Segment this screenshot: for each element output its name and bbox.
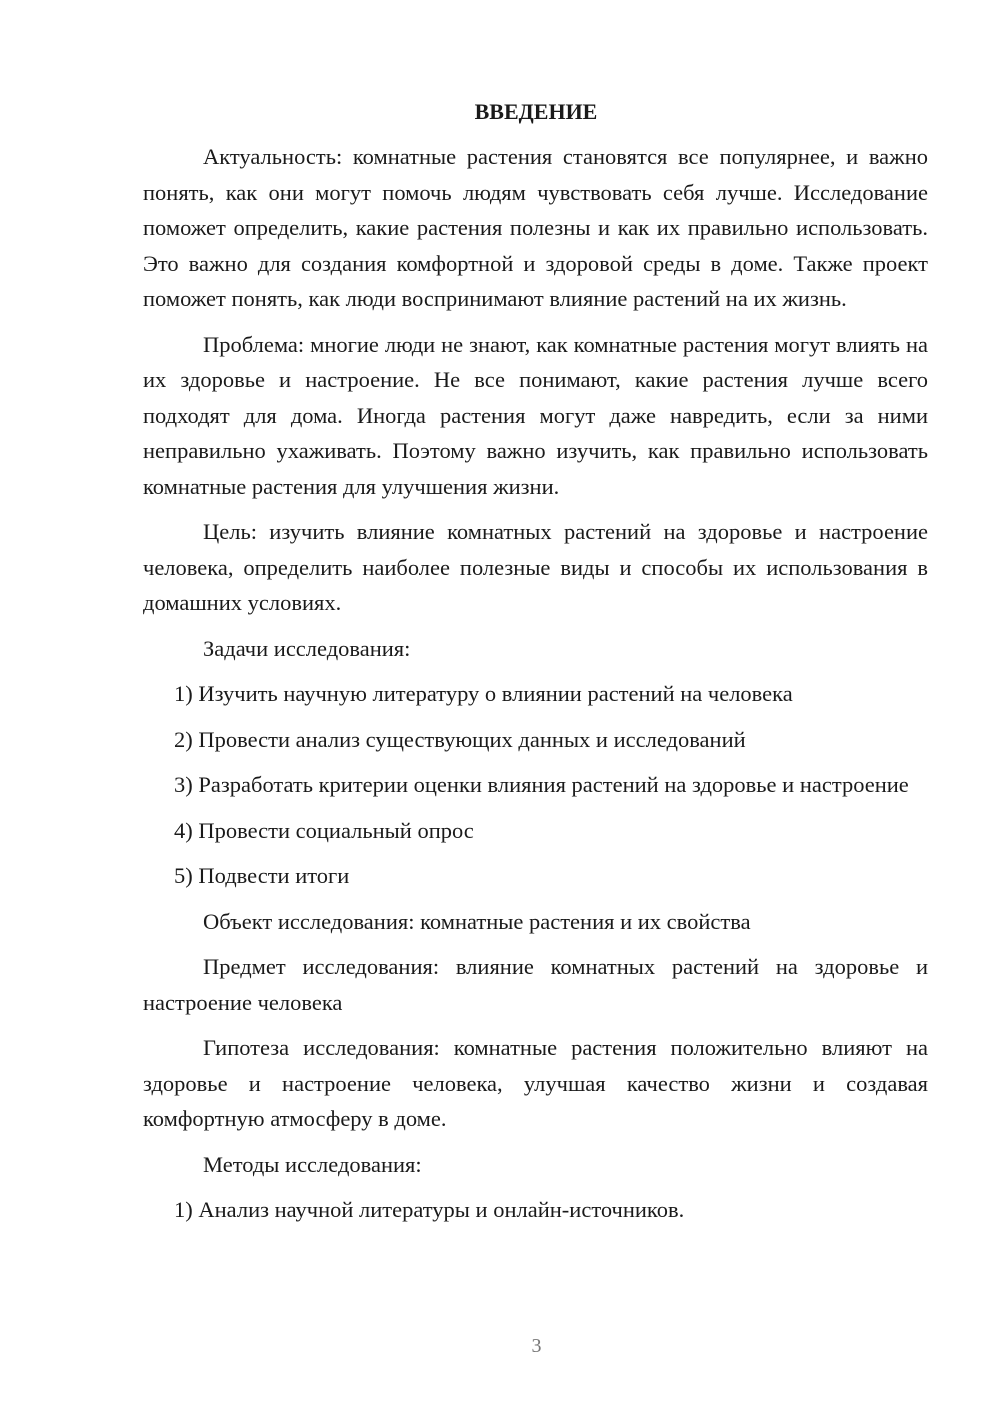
object-paragraph: Объект исследования: комнатные растения и их свойства	[203, 908, 751, 934]
methods-heading: Методы исследования:	[203, 1151, 422, 1177]
goal-paragraph: Цель: изучить влияние комнатных растений на здоровье и настроение человека, определить наиболее полезные виды и способы их использования в домашних условиях.	[143, 519, 928, 615]
page-number: 3	[531, 1335, 542, 1357]
subject-paragraph: Предмет исследования: влияние комнатных растений на здоровье и настроение человека	[143, 954, 928, 1015]
task-item-5: 5) Подвести итоги	[174, 863, 350, 888]
document-page	[143, 94, 928, 1238]
relevance-paragraph: Актуальность: комнатные растения становятся все популярнее, и важно понять, как они могут помочь людям чувствовать себя лучше. Исследование поможет определить, какие растения полезны и как их правильно использовать. Это важно для создания комфортной и здоровой среды в доме. Также проект поможет понять, как люди воспринимают влияние растений на их жизнь.	[143, 144, 928, 311]
task-item-3: 3) Разработать критерии оценки влияния растений на здоровье и настроение	[174, 772, 909, 797]
task-item-4: 4) Провести социальный опрос	[174, 817, 474, 843]
task-item-2: 2) Провести анализ существующих данных и исследований	[174, 726, 746, 752]
task-item-1: 1) Изучить научную литературу о влиянии растений на человека	[174, 681, 793, 706]
method-item-1: 1) Анализ научной литературы и онлайн-источников.	[174, 1197, 685, 1222]
hypothesis-paragraph: Гипотеза исследования: комнатные растения положительно влияют на здоровье и настроение человека, улучшая качество жизни и создавая комфортную атмосферу в доме.	[143, 1035, 928, 1131]
section-title: ВВЕДЕНИЕ	[474, 99, 598, 124]
tasks-heading: Задачи исследования:	[203, 635, 411, 661]
problem-paragraph: Проблема: многие люди не знают, как комнатные растения могут влиять на их здоровье и настроение. Не все понимают, какие растения лучше всего подходят для дома. Иногда растения могут даже навредить, если за ними неправильно ухаживать. Поэтому важно изучить, как правильно использовать комнатные растения для улучшения жизни.	[143, 331, 928, 499]
